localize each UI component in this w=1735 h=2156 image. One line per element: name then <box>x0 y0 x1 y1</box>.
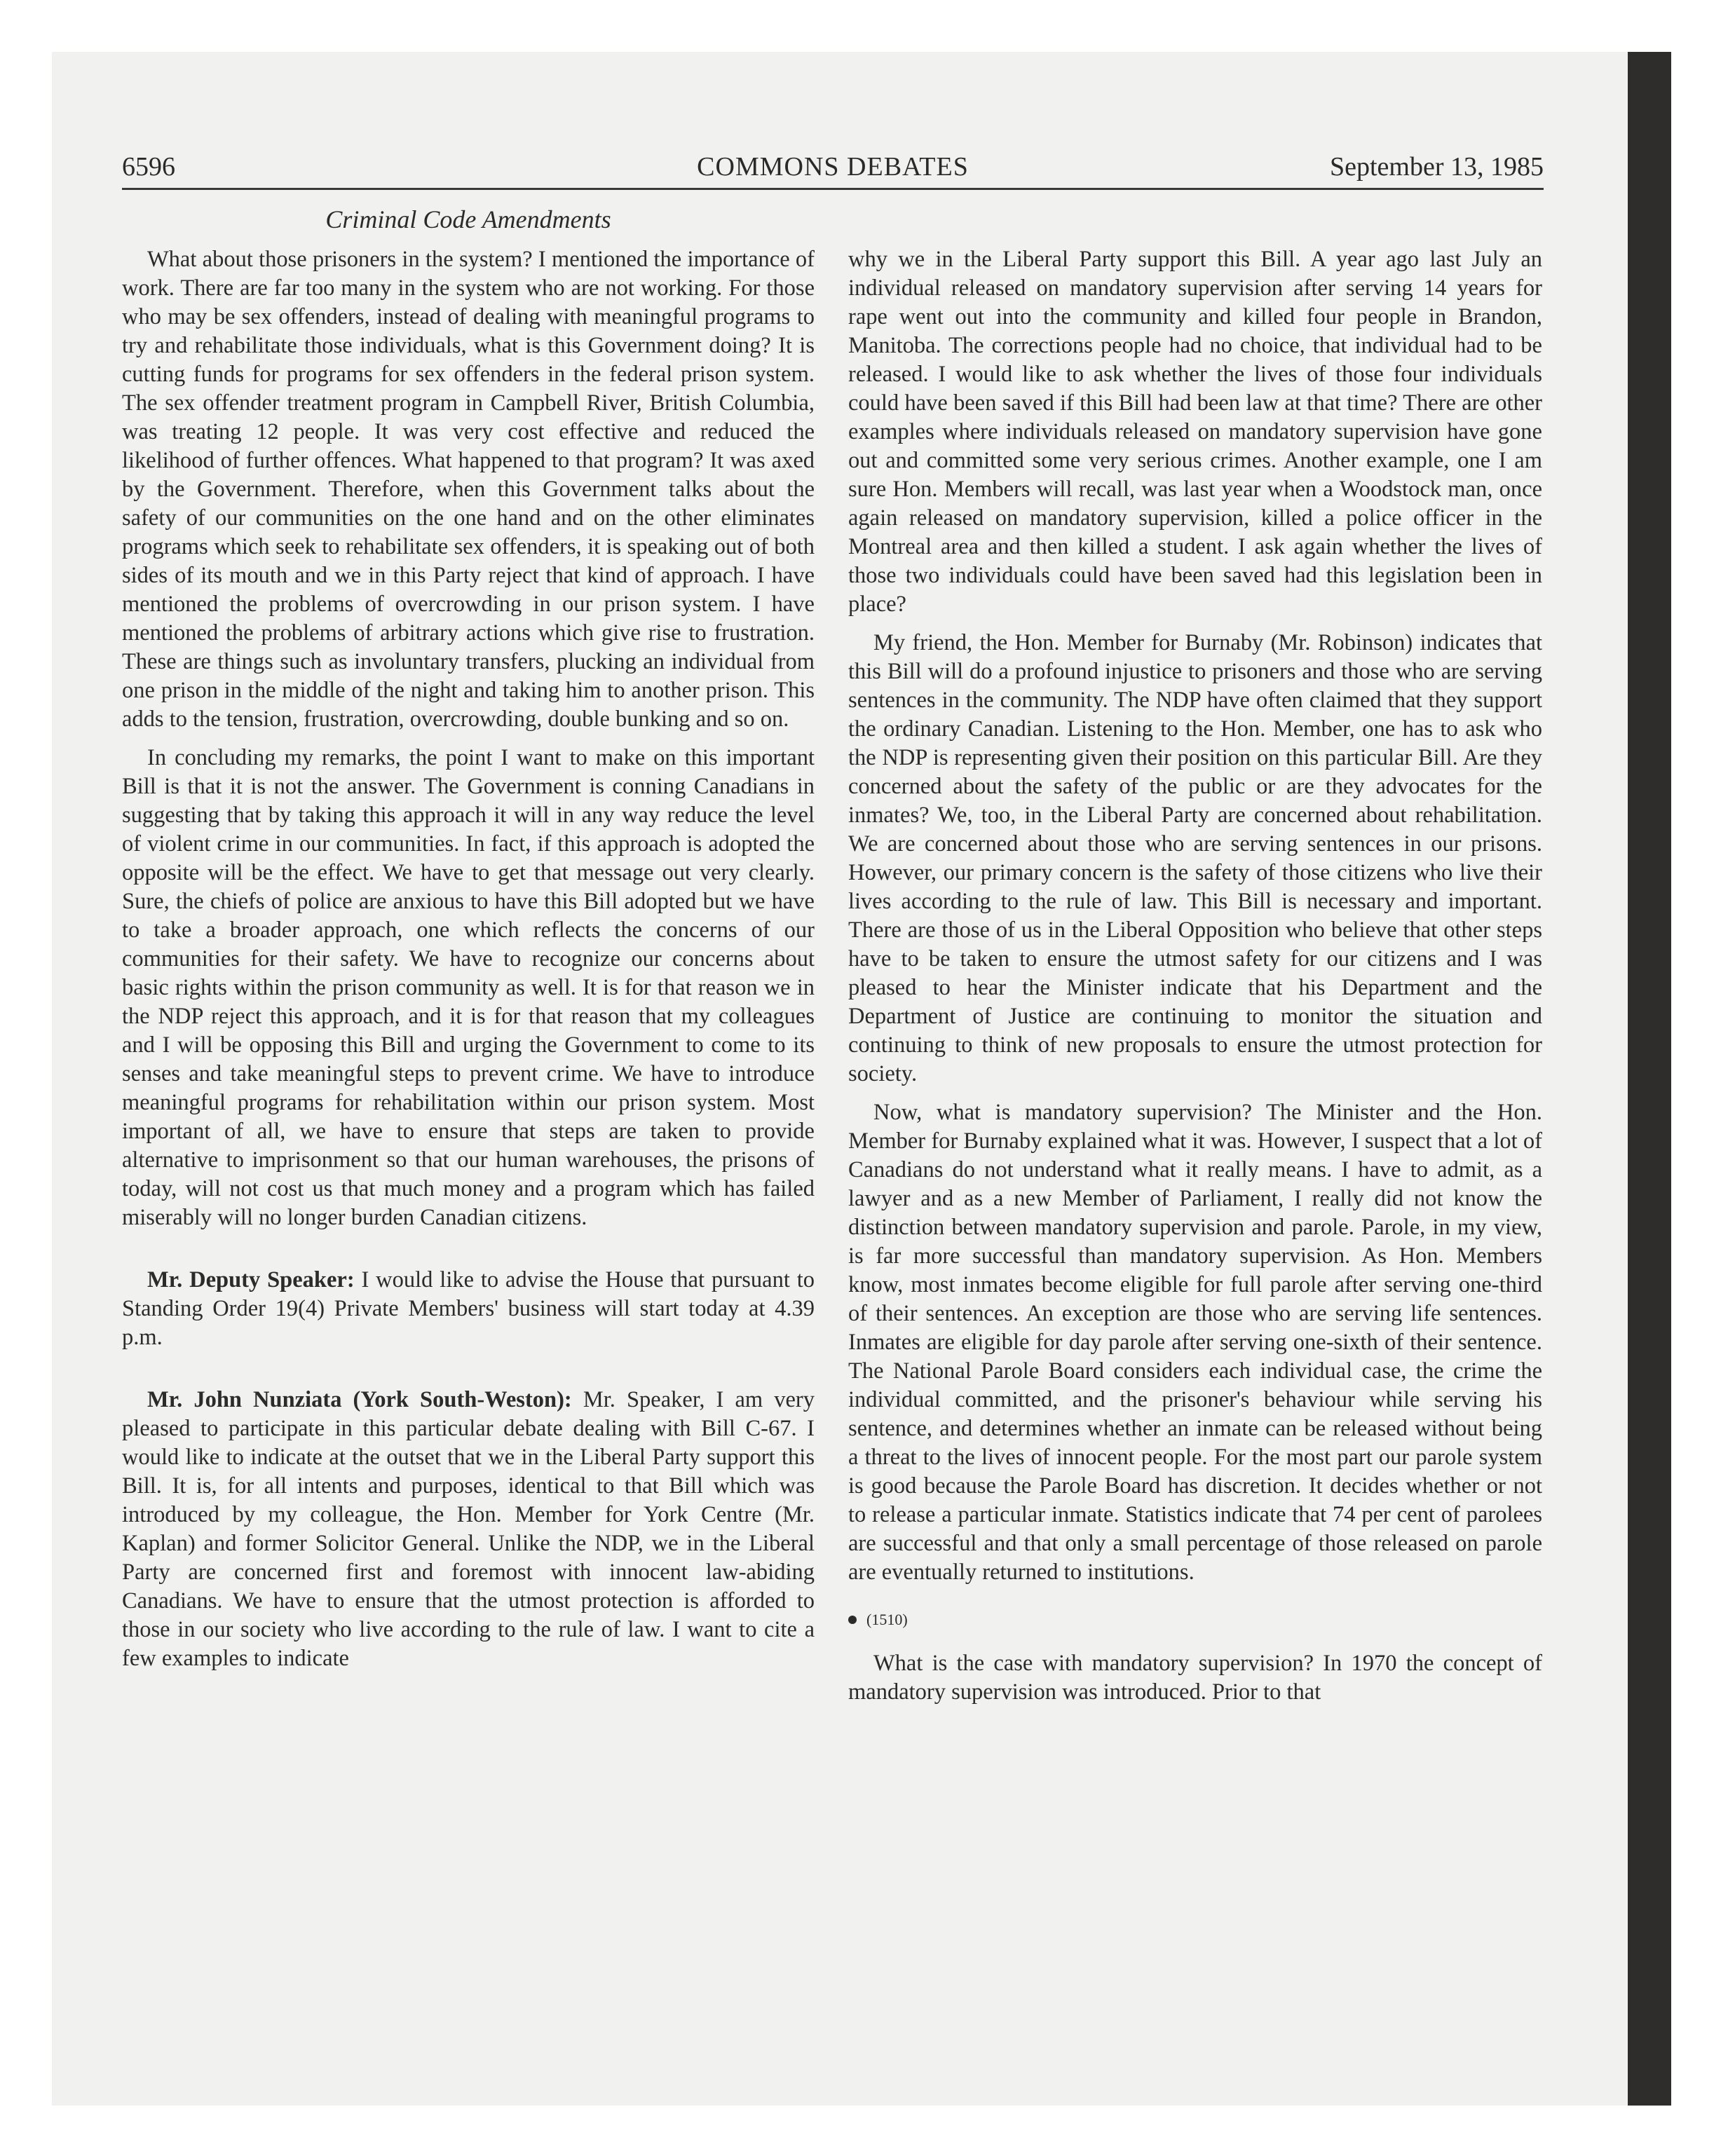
page-edge-shadow <box>1628 52 1671 2106</box>
paragraph: Now, what is mandatory supervision? The Minister and the Hon. Member for Burnaby explained what it was. However, I suspect that a lot of Canadians do not understand what it really means. I have to admit, as a lawyer and as a new Member of Parliament, I really did not know the distinction between mandatory supervision and parole. Parole, in my view, is far more successful than mandatory supervision. As Hon. Members know, most inmates become eligible for full parole after serving one-third of their sentences. An exception are those who are serving life sentences. Inmates are eligible for day parole after serving one-sixth of their sentence. The National Parole Board considers each individual case, the crime the individual committed, and the prisoner's behaviour while serving his sentence, and determines whether an inmate can be released without being a threat to the lives of innocent people. For the most part our parole system is good because the Parole Board has discretion. It decides whether or not to release a particular inmate. Statistics indicate that 74 per cent of parolees are successful and that only a small percentage of those released on parole are eventually returned to institutions. <box>848 1100 1542 1585</box>
paragraph <box>122 1386 815 1673</box>
paragraph: My friend, the Hon. Member for Burnaby (Mr. Robinson) indicates that this Bill will do a profound injustice to prisoners and those who are serving sentences in the community. The NDP have often claimed that they support the ordinary Canadian. Listening to the Hon. Member, one has to ask who the NDP is representing given their position on this particular Bill. Are they concerned about the safety of the public or are they advocates for the inmates? We, too, in the Liberal Party are concerned about rehabilitation. We are concerned about those who are serving sentences in our prisons. However, our primary concern is the safety of those citizens who live their lives according to the rule of law. This Bill is necessary and important. There are those of us in the Liberal Opposition who believe that other steps have to be taken to ensure the utmost safety for our citizens and I was pleased to hear the Minister indicate that his Department and the Department of Justice are continuing to monitor the situation and continuing to think of new proposals to ensure the utmost protection for society. <box>848 630 1542 1086</box>
page-number: 6596 <box>122 152 175 182</box>
paragraph: What is the case with mandatory supervision? In 1970 the concept of mandatory supervision was introduced. Prior to that <box>848 1651 1542 1705</box>
speaker-name: Mr. John Nunziata (York South-Weston): <box>147 1387 572 1412</box>
bullet-icon <box>848 1616 857 1624</box>
speech-text: Mr. Speaker, I am very pleased to participate in this particular debate dealing with Bill C-67. I would like to indicate at the outset that we in the Liberal Party support this Bill. It is, for all intents and purposes, identical to that Bill which was introduced by my colleague, the Hon. Member for York Centre (Mr. Kaplan) and former Solicitor General. Unlike the NDP, we in the Liberal Party are concerned first and foremost with innocent law-abiding Canadians. We have to ensure that the utmost protection is afforded to those in our society who live according to the rule of law. I want to cite a few examples to indicate <box>122 1387 815 1671</box>
left-column <box>122 245 815 1683</box>
speech-text: I would like to advise the House that pursuant to Standing Order 19(4) Private Members' business will start today at 4.39 p.m. <box>122 1267 815 1350</box>
page-header <box>122 149 1544 190</box>
speaker-name: Mr. Deputy Speaker: <box>147 1267 355 1292</box>
timestamp: (1510) <box>866 1611 908 1628</box>
paragraph: What about those prisoners in the system? I mentioned the importance of work. There are far too many in the system who are not working. For those who may be sex offenders, instead of dealing with meaningful programs to try and rehabilitate those individuals, what is this Government doing? It is cutting funds for programs for sex offenders in the federal prison system. The sex offender treatment program in Campbell River, British Columbia, was treating 12 people. It was very cost effective and reduced the likelihood of further offences. What happened to that program? It was axed by the Government. Therefore, when this Government talks about the safety of our communities on the one hand and on the other eliminates programs which seek to rehabilitate sex offenders, it is speaking out of both sides of its mouth and we in this Party reject that kind of approach. I have mentioned the problems of overcrowding in our prison system. I have mentioned the problems of arbitrary actions which give rise to frustration. These are things such as involuntary transfers, plucking an individual from one prison in the middle of the night and taking him to another prison. This adds to the tension, frustration, overcrowding, double bunking and so on. <box>122 247 815 732</box>
paragraph: In concluding my remarks, the point I want to make on this important Bill is that it is not the answer. The Government is conning Canadians in suggesting that by taking this approach it will in any way reduce the level of violent crime in our communities. In fact, if this approach is adopted the opposite will be the effect. We have to get that message out very clearly. Sure, the chiefs of police are anxious to have this Bill adopted but we have to take a broader approach, one which reflects the concerns of our communities for their safety. We have to recognize our concerns about basic rights within the prison community as well. It is for that reason we in the NDP reject this approach, and it is for that reason that my colleagues and I will be opposing this Bill and urging the Government to come to its senses and take meaningful steps to prevent crime. We have to introduce meaningful programs for rehabilitation within our prison system. Most important of all, we have to ensure that steps are taken to provide alternative to imprisonment so that our human warehouses, the prisons of today, will not cost us that much money and a program which has failed miserably will no longer burden Canadian citizens. <box>122 745 815 1230</box>
paragraph <box>122 1266 815 1352</box>
publication-title: COMMONS DEBATES <box>697 152 969 182</box>
section-title: Criminal Code Amendments <box>325 205 611 233</box>
right-column <box>848 245 1542 1717</box>
timestamp-marker <box>848 1605 1542 1634</box>
paragraph: why we in the Liberal Party support this Bill. A year ago last July an individual released on mandatory supervision after serving 14 years for rape went out into the community and killed four people in Brandon, Manitoba. The corrections people had no choice, that individual had to be released. I would like to ask whether the lives of those four individuals could have been saved if this Bill had been law at that time? There are other examples where individuals released on mandatory supervision have gone out and committed some very serious crimes. Another example, one I am sure Hon. Members will recall, was last year when a Woodstock man, once again released on mandatory supervision, killed a police officer in the Montreal area and then killed a student. I ask again whether the lives of those two individuals could have been saved had this legislation been in place? <box>848 247 1542 617</box>
publication-date: September 13, 1985 <box>1329 152 1544 182</box>
